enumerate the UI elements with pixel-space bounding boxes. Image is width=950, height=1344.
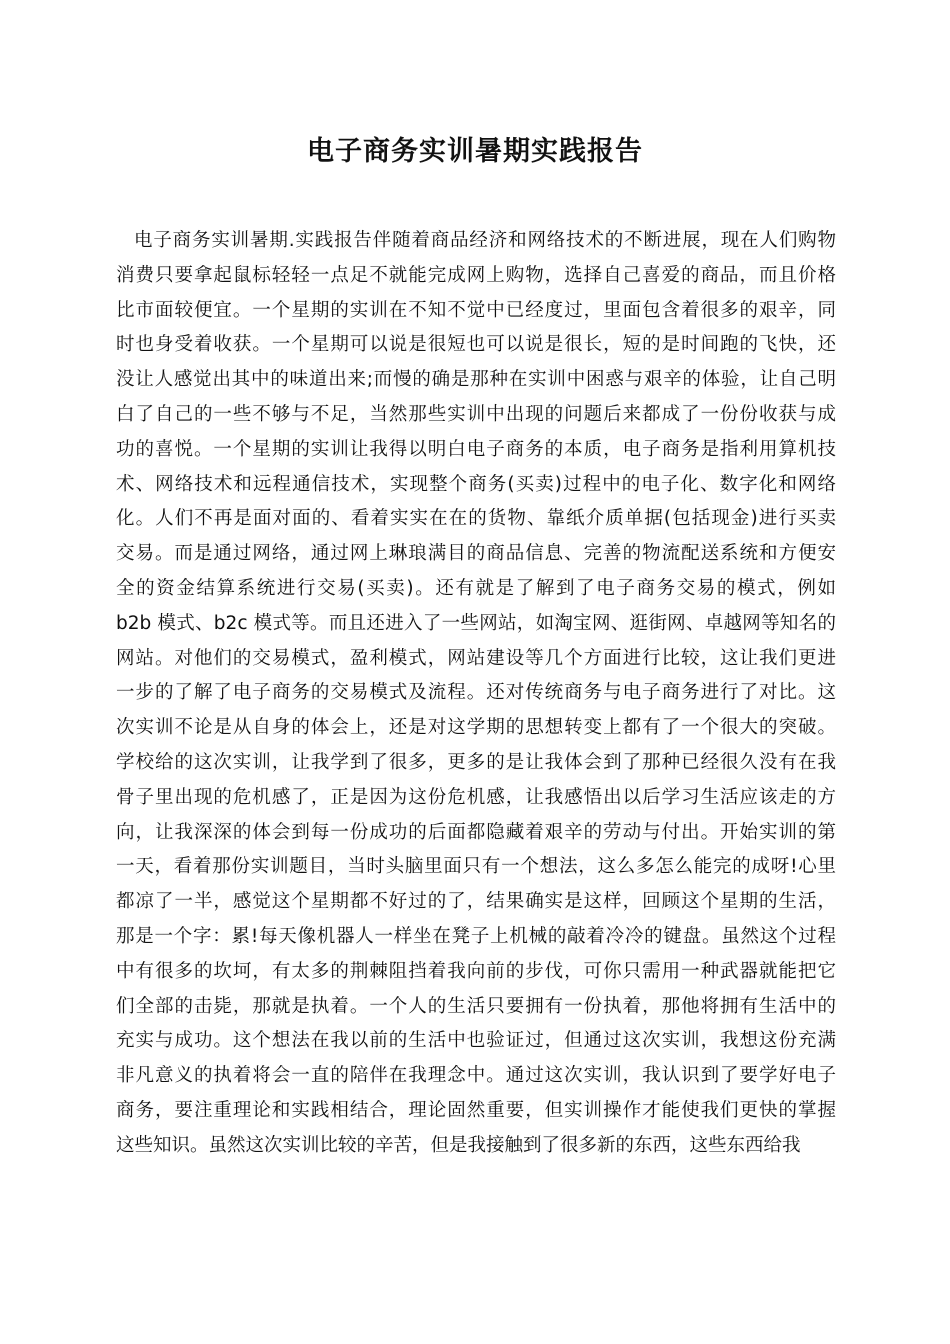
body-line: 交易。而是通过网络，通过网上琳琅满目的商品信息、完善的物流配送系统和方便安	[116, 543, 836, 565]
body-line: 都凉了一半，感觉这个星期都不好过的了，结果确实是这样，回顾这个星期的生活，	[116, 891, 836, 913]
document-body	[116, 224, 836, 1164]
body-line: 那是一个字：累!每天像机器人一样坐在凳子上机械的敲着冷冷的键盘。虽然这个过程	[116, 925, 836, 947]
body-line: 白了自己的一些不够与不足，当然那些实训中出现的问题后来都成了一份份收获与成	[116, 403, 836, 425]
document-title: 电子商务实训暑期实践报告	[307, 136, 643, 167]
body-line: 一天，看着那份实训题目，当时头脑里面只有一个想法，这么多怎么能完的成呀!心里	[116, 856, 836, 878]
body-line: 网站。对他们的交易模式，盈利模式，网站建设等几个方面进行比较，这让我们更进	[116, 647, 836, 669]
body-line: 次实训不论是从自身的体会上，还是对这学期的思想转变上都有了一个很大的突破。	[116, 717, 836, 739]
body-line: 骨子里出现的危机感了，正是因为这份危机感，让我感悟出以后学习生活应该走的方	[116, 786, 836, 808]
body-line: 学校给的这次实训，让我学到了很多，更多的是让我体会到了那种已经很久没有在我	[116, 751, 836, 773]
body-line: 们全部的击毙，那就是执着。一个人的生活只要拥有一份执着，那他将拥有生活中的	[116, 995, 836, 1017]
body-line: b2b 模式、b2c 模式等。而且还进入了一些网站，如淘宝网、逛街网、卓越网等知名的	[116, 612, 836, 634]
body-line: 术、网络技术和远程通信技术，实现整个商务(买卖)过程中的电子化、数字化和网络	[116, 473, 836, 495]
body-line: 时也身受着收获。一个星期可以说是很短也可以说是很长，短的是时间跑的飞快，还	[116, 334, 836, 356]
body-line: 中有很多的坎坷，有太多的荆棘阻挡着我向前的步伐，可你只需用一种武器就能把它	[116, 960, 836, 982]
body-line: 没让人感觉出其中的味道出来;而慢的确是那种在实训中困惑与艰辛的体验，让自己明	[116, 369, 836, 391]
body-line: 向，让我深深的体会到每一份成功的后面都隐藏着艰辛的劳动与付出。开始实训的第	[116, 821, 836, 843]
body-line: 一步的了解了电子商务的交易模式及流程。还对传统商务与电子商务进行了对比。这	[116, 682, 836, 704]
body-line: 商务，要注重理论和实践相结合，理论固然重要，但实训操作才能使我们更快的掌握	[116, 1099, 836, 1121]
body-line: 充实与成功。这个想法在我以前的生活中也验证过，但通过这次实训，我想这份充满	[116, 1030, 836, 1052]
body-line: 功的喜悦。一个星期的实训让我得以明白电子商务的本质，电子商务是指利用算机技	[116, 438, 836, 460]
body-line: 非凡意义的执着将会一直的陪伴在我理念中。通过这次实训，我认识到了要学好电子	[116, 1065, 836, 1087]
body-line: 比市面较便宜。一个星期的实训在不知不觉中已经度过，里面包含着很多的艰辛，同	[116, 299, 836, 321]
body-line: 电子商务实训暑期.实践报告伴随着商品经济和网络技术的不断进展，现在人们购物	[134, 230, 836, 251]
body-line: 消费只要拿起鼠标轻轻一点足不就能完成网上购物，选择自己喜爱的商品，而且价格	[116, 264, 836, 286]
body-line: 这些知识。虽然这次实训比较的辛苦，但是我接触到了很多新的东西，这些东西给我	[116, 1134, 801, 1156]
body-line: 化。人们不再是面对面的、看着实实在在的货物、靠纸介质单据(包括现金)进行买卖	[116, 508, 836, 530]
body-line: 全的资金结算系统进行交易(买卖)。还有就是了解到了电子商务交易的模式，例如	[116, 577, 836, 599]
